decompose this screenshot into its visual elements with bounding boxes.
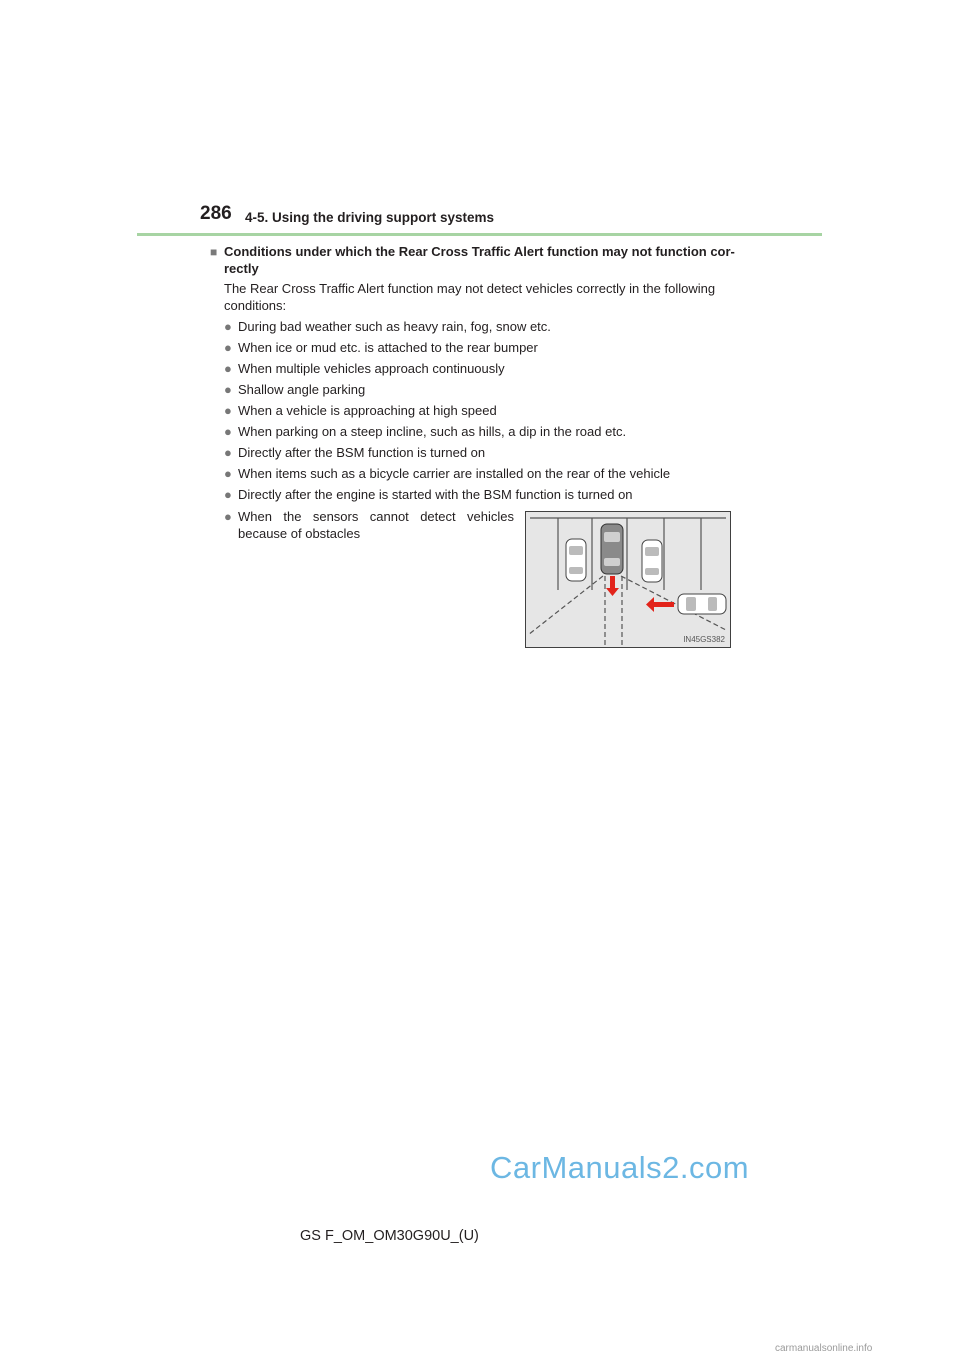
watermark-logo: CarManuals2.com (490, 1150, 750, 1185)
bullet-icon: ● (224, 381, 232, 397)
header-divider (137, 233, 822, 236)
heading-text: Conditions under which the Rear Cross Traffic Alert function may not function cor-rectly (224, 244, 735, 276)
approaching-car-icon (678, 594, 726, 614)
car-right-icon (642, 540, 662, 582)
square-bullet-icon: ■ (210, 245, 218, 259)
figure-id: IN45GS382 (683, 635, 725, 644)
list-item-text: Directly after the BSM function is turned on (238, 444, 486, 460)
list-item (224, 403, 755, 420)
bullet-icon: ● (224, 339, 232, 355)
list-item-text: When a vehicle is approaching at high speed (238, 402, 497, 418)
bullet-icon: ● (224, 509, 232, 524)
bullet-icon: ● (224, 423, 232, 439)
list-item (224, 361, 755, 378)
list-item (224, 424, 755, 441)
list-item (224, 445, 755, 462)
list-item-text: Shallow angle parking (238, 381, 366, 397)
list-item (224, 466, 755, 483)
car-center-icon (601, 524, 623, 574)
list-item-text: When ice or mud etc. is attached to the rear bumper (238, 339, 538, 355)
car-left-icon (566, 539, 586, 581)
footer-code: GS F_OM_OM30G90U_(U) (300, 1228, 479, 1244)
section-title: 4-5. Using the driving support systems (245, 210, 495, 225)
section-heading (210, 244, 755, 277)
bullet-icon: ● (224, 486, 232, 502)
page-number: 286 (200, 203, 232, 224)
list-item-text: Directly after the engine is started with the BSM function is turned on (238, 486, 633, 502)
bullet-list (210, 319, 755, 504)
list-item-obstacles (224, 509, 514, 542)
bullet-icon: ● (224, 318, 232, 334)
bullet-icon: ● (224, 465, 232, 481)
intro-paragraph: The Rear Cross Traffic Alert function may not detect vehicles correctly in the following conditions: (224, 281, 716, 313)
section-content (210, 244, 755, 503)
list-item (224, 340, 755, 357)
watermark-footer: carmanualsonline.info (775, 1343, 873, 1354)
list-item-text: When items such as a bicycle carrier are installed on the rear of the vehicle (238, 465, 671, 481)
parking-diagram (525, 511, 731, 648)
list-item-text: When parking on a steep incline, such as hills, a dip in the road etc. (238, 423, 627, 439)
parking-illustration (526, 512, 730, 647)
list-item (224, 382, 755, 399)
list-item (224, 487, 755, 504)
bullet-icon: ● (224, 444, 232, 460)
list-item-text: When the sensors cannot detect vehicles because of obstacles (238, 509, 514, 541)
list-item (224, 319, 755, 336)
bullet-icon: ● (224, 402, 232, 418)
bullet-icon: ● (224, 360, 232, 376)
list-item-text: When multiple vehicles approach continuously (238, 360, 505, 376)
list-item-text: During bad weather such as heavy rain, fog, snow etc. (238, 318, 551, 334)
